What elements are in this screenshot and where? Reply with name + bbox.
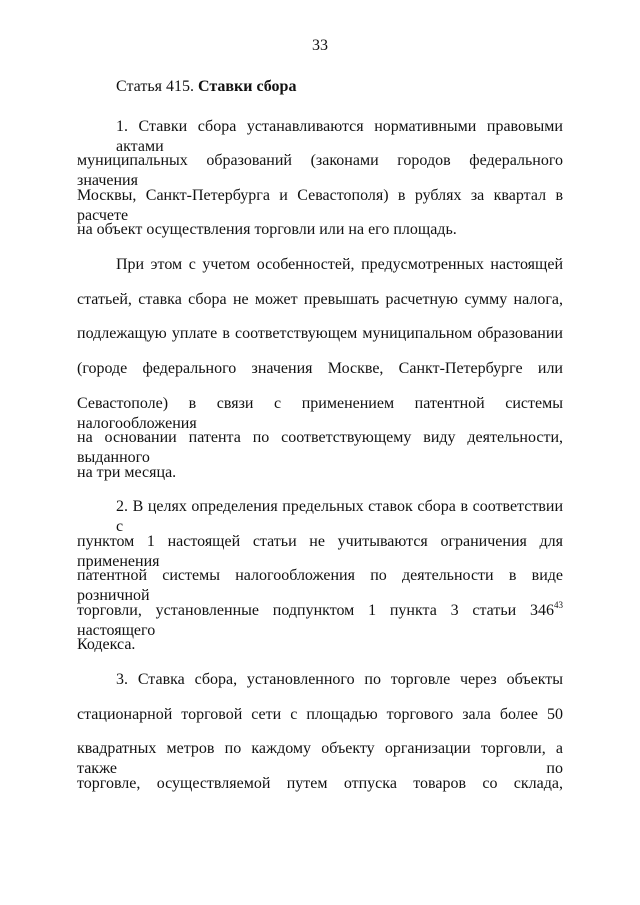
paragraph-2-line: (городе федерального значения Москве, Санкт-Петербурге или [77,360,563,377]
paragraph-3-line-text: настоящего [77,622,156,639]
paragraph-1-line: Москвы, Санкт-Петербурга и Севастополя) в рублях за квартал в расчете [77,187,563,224]
paragraph-2-line: на три месяца. [77,464,177,481]
article-heading [116,77,296,97]
paragraph-2-line: Севастополе) в связи с применением патентной системы налогообложения [77,395,563,432]
paragraph-2-line: статьей, ставка сбора не может превышать расчетную сумму налога, [77,291,563,308]
paragraph-1-line: муниципальных образований (законами городов федерального значения [77,152,563,189]
paragraph-3-line: 2. В целях определения предельных ставок сбора в соответствии с [116,498,563,535]
paragraph-3-line: Кодекса. [77,636,136,653]
paragraph-2-line: При этом с учетом особенностей, предусмотренных настоящей [116,256,563,273]
paragraph-1-line: на объект осуществления торговли или на его площадь. [77,221,457,238]
paragraph-2-line: подлежащую уплате в соответствующем муниципальном образовании [77,325,563,342]
paragraph-1-line: 1. Ставки сбора устанавливаются нормативными правовыми актами [116,118,563,155]
paragraph-3-line: пунктом 1 настоящей статьи не учитываются ограничения для применения [77,533,563,570]
article-title: Ставки сбора [197,78,297,95]
paragraph-3-line-text: торговли, установленные подпунктом 1 пункта 3 статьи 346 [77,602,554,619]
paragraph-2-line: на основании патента по соответствующему виду деятельности, выданного [77,429,563,466]
paragraph-4-line: торговле, осуществляемой путем отпуска товаров со склада, [77,775,563,792]
paragraph-3-line [77,601,563,641]
paragraph-3-line: патентной системы налогообложения по деятельности в виде розничной [77,567,563,604]
paragraph-4-line: 3. Ставка сбора, установленного по торговле через объекты [116,671,563,688]
paragraph-4-line: стационарной торговой сети с площадью торгового зала более 50 [77,706,563,723]
paragraph-4-line: квадратных метров по каждому объекту организации торговли, а также по [77,740,563,777]
page-number: 33 [312,37,328,54]
article-number: Статья 415. [116,78,194,95]
superscript-index: 43 [554,600,563,610]
